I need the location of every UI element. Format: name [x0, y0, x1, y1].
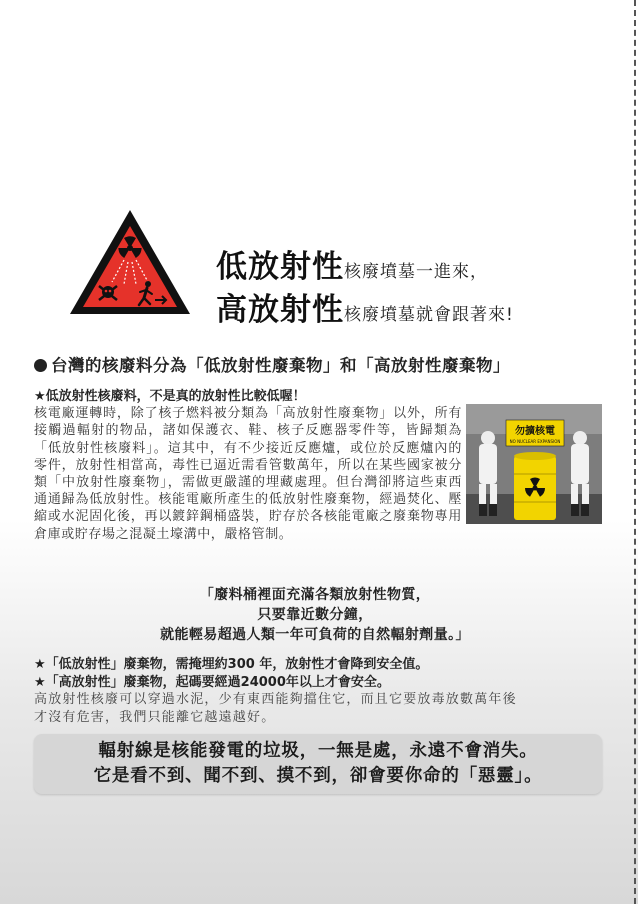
radiation-warning-sign — [66, 206, 194, 318]
callout-line-2: 它是看不到、聞不到、摸不到，卻會要你命的「惡靈」。 — [93, 766, 543, 786]
quote-line-3: 就能輕易超過人類一年可負荷的自然輻射劑量。」 — [160, 627, 470, 643]
callout-line-1: 輻射線是核能發電的垃圾，一無是處，永遠不會消失。 — [98, 741, 538, 761]
body-text-block — [34, 388, 462, 543]
photo-banner-subtext: NO NUCLEAR EXPANSION — [509, 439, 561, 444]
high-level-title: 高放射性 — [216, 292, 344, 328]
callout-box — [34, 734, 602, 794]
note-detail-line-1: 高放射性核廢可以穿過水泥，少有東西能夠擋住它，而且它要放毒放數萬年後 — [34, 692, 517, 707]
headline — [216, 248, 514, 334]
body-paragraph: 核電廠運轉時，除了核子燃料被分類為「高放射性廢棄物」以外，所有接觸過輻射的物品，諸如保護衣、鞋、核子反應器零件等，皆歸類為「低放射性核廢料」。這其中，有不少接近反應爐，或位於反應爐內的零件，放射性相當高，毒性已逼近需看管數萬年，所以在某些國家被分類「中放射性廢棄物」，需做更嚴謹的埋藏處理。但台灣卻將這些東西通通歸為低放射性。核能電廠所產生的低放射性廢棄物，經過焚化、壓縮或水泥固化後，再以鍍鋅鋼桶盛裝，貯存於各核能電廠之廢棄物專用倉庫或貯存場之混凝土壕溝中，嚴格管制。 — [34, 406, 462, 542]
note-low-level: ★「低放射性」廢棄物，需掩埋約300 年，放射性才會降到安全值。 — [34, 657, 429, 672]
high-level-subtitle: 核廢墳墓就會跟著來! — [344, 305, 514, 325]
section-title-text: 台灣的核廢料分為「低放射性廢棄物」和「高放射性廢棄物」 — [51, 356, 510, 375]
headline-line-1 — [216, 248, 514, 291]
radioactive-barrel-icon — [514, 452, 556, 520]
note-high-level: ★「高放射性」廢棄物，起碼要經過24000年以上才會安全。 — [34, 674, 390, 690]
low-level-title: 低放射性 — [216, 249, 344, 285]
quote-line-1: 「廢料桶裡面充滿各類放射性物質， — [199, 587, 431, 603]
body-lead: ★低放射性核廢料，不是真的放射性比較低喔！ — [34, 389, 306, 404]
low-level-subtitle: 核廢墳墓一進來， — [344, 262, 488, 282]
note-detail-line-2: 才沒有危害，我們只能離它越遠越好。 — [34, 709, 276, 725]
bullet-dot-icon — [34, 359, 47, 372]
photo-banner-text: 勿擴核電 — [515, 426, 555, 437]
notes-block — [34, 656, 602, 726]
quote-block — [100, 585, 530, 645]
dashed-cut-border — [634, 0, 636, 904]
headline-line-2 — [216, 291, 514, 334]
section-title — [34, 352, 510, 376]
protest-photo — [466, 404, 602, 524]
quote-line-2: 只要靠近數分鐘， — [257, 607, 373, 623]
